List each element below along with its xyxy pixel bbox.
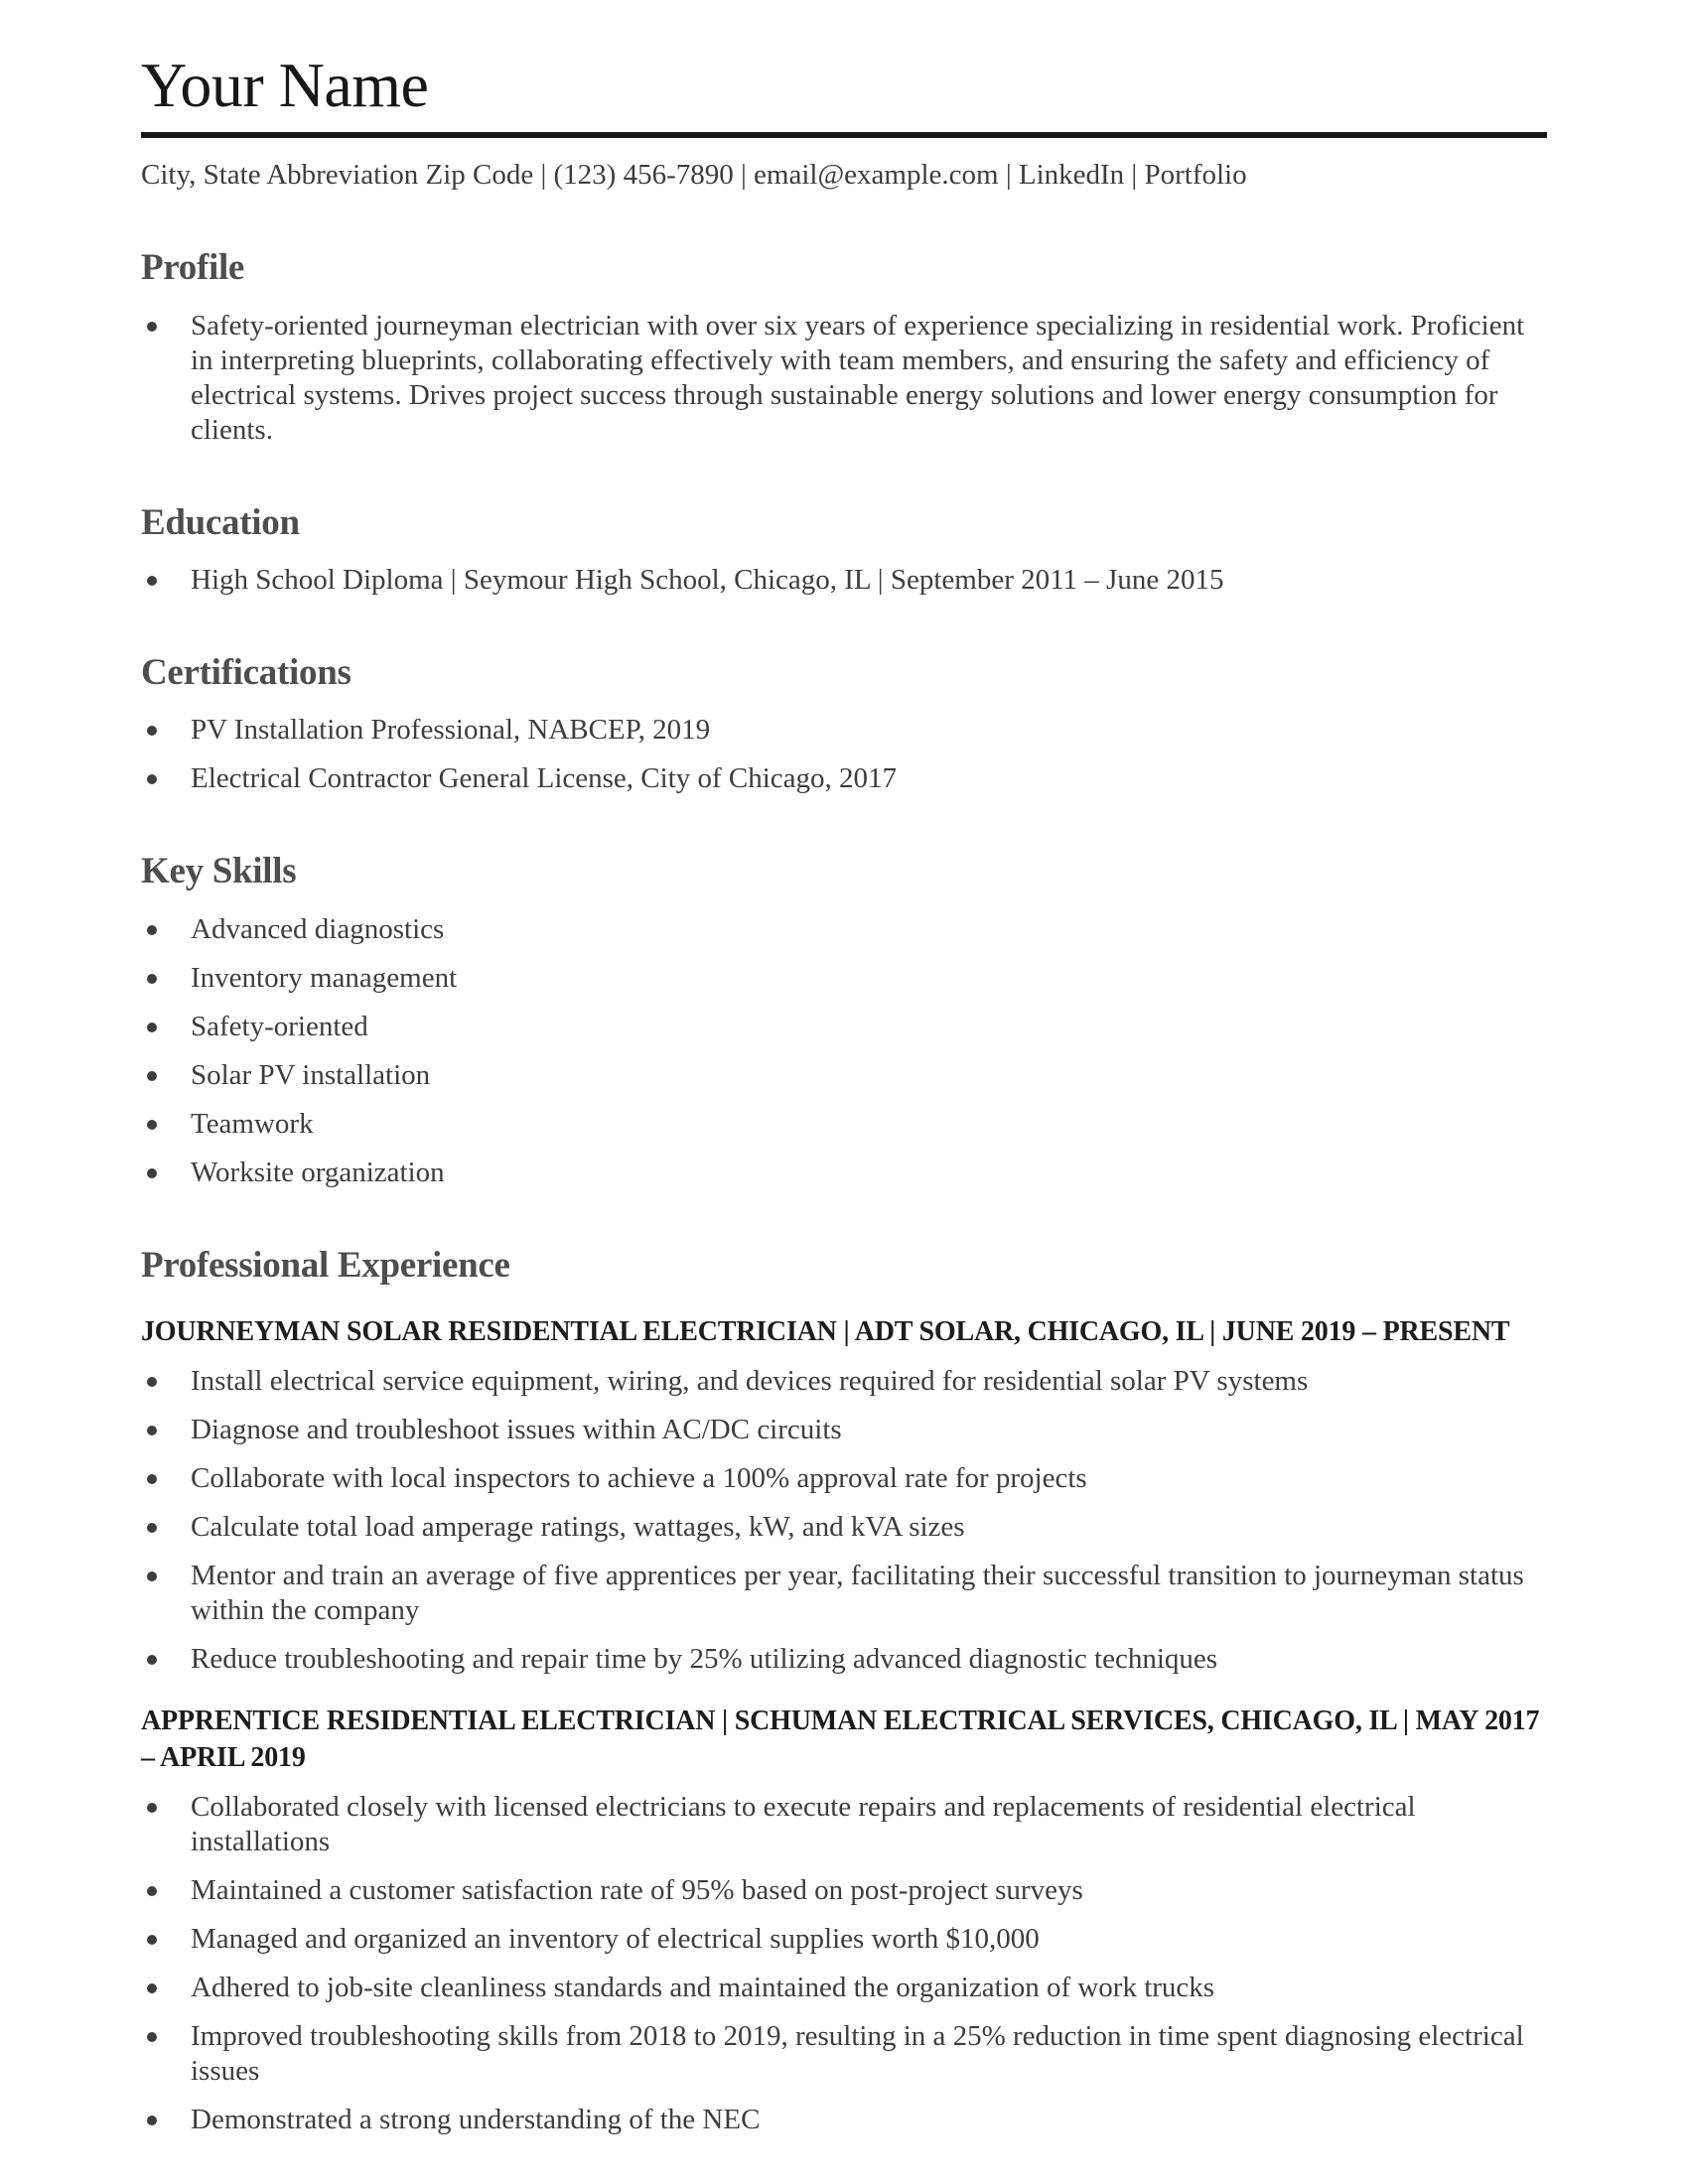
section-education [141,501,1547,598]
list-item [141,2103,1547,2137]
list-item-text: Managed and organized an inventory of electrical supplies worth $10,000 [191,1923,1040,1956]
section-profile [141,246,1547,447]
list-item-text: Safety-oriented journeyman electrician with over six years of experience specializing in residential work. Proficient in interpreting blueprints, collaborating effectively with team members, and ensuring the safety and efficiency of electrical systems. Drives project success through sustainable energy solutions and lower energy consumption for clients. [191,309,1525,446]
section-experience [141,1244,1547,2137]
list-item [141,1461,1547,1496]
list-item-text: PV Installation Professional, NABCEP, 2019 [191,714,711,747]
list-item [141,309,1547,448]
section-title-profile: Profile [141,247,245,289]
list-item [141,1873,1547,1908]
list-item [141,1107,1547,1142]
profile-bullet-list [141,309,1547,448]
section-title-key-skills: Key Skills [141,851,297,892]
list-item-text: Teamwork [191,1107,314,1140]
list-item [141,961,1547,996]
job-entry-journeyman [141,1313,1547,1677]
list-item-text: Adhered to job-site cleanliness standards and maintained the organization of work trucks [191,1972,1215,2004]
section-key-skills [141,850,1547,1189]
list-item [141,1559,1547,1628]
list-item-text: Inventory management [191,961,458,994]
job-bullet-list [141,1364,1547,1677]
list-item [141,1510,1547,1545]
list-item-text: High School Diploma | Seymour High School, Chicago, IL | September 2011 – June 2015 [191,563,1224,596]
list-item [141,761,1547,796]
list-item [141,1790,1547,1859]
list-item [141,1922,1547,1957]
list-item-text: Install electrical service equipment, wiring, and devices required for residential solar PV systems [191,1365,1309,1398]
certifications-bullet-list [141,713,1547,796]
list-item [141,2019,1547,2089]
list-item [141,1642,1547,1677]
list-item-text: Maintained a customer satisfaction rate of 95% based on post-project surveys [191,1874,1083,1907]
list-item [141,1058,1547,1093]
job-heading: JOURNEYMAN SOLAR RESIDENTIAL ELECTRICIAN | ADT SOLAR, CHICAGO, IL | JUNE 2019 – PRESENT [141,1316,1510,1348]
list-item-text: Reduce troubleshooting and repair time by 25% utilizing advanced diagnostic techniques [191,1643,1218,1676]
list-item-text: Worksite organization [191,1156,445,1188]
list-item [141,1364,1547,1399]
list-item [141,1413,1547,1447]
page-title: Your Name [141,50,429,120]
list-item-text: Solar PV installation [191,1058,431,1091]
list-item-text: Advanced diagnostics [191,912,445,945]
header-divider [141,132,1547,138]
list-item [141,563,1547,598]
list-item [141,1156,1547,1190]
list-item-text: Diagnose and troubleshoot issues within AC/DC circuits [191,1414,842,1446]
section-title-experience: Professional Experience [141,1244,510,1286]
list-item-text: Safety-oriented [191,1010,368,1042]
list-item [141,713,1547,748]
list-item-text: Improved troubleshooting skills from 2018 to 2019, resulting in a 25% reduction in time spent diagnosing electrical issues [191,2020,1524,2088]
job-heading: APPRENTICE RESIDENTIAL ELECTRICIAN | SCHUMAN ELECTRICAL SERVICES, CHICAGO, IL | MAY 2017 – APRIL 2019 [141,1706,1540,1774]
list-item [141,1010,1547,1044]
list-item [141,1971,1547,2005]
section-title-certifications: Certifications [141,651,352,693]
list-item [141,912,1547,947]
list-item-text: Electrical Contractor General License, City of Chicago, 2017 [191,762,898,795]
section-title-education: Education [141,501,300,543]
list-item-text: Mentor and train an average of five apprentices per year, facilitating their successful transition to journeyman status within the company [191,1560,1524,1627]
key-skills-bullet-list [141,912,1547,1190]
list-item-text: Collaborate with local inspectors to achieve a 100% approval rate for projects [191,1462,1087,1495]
list-item-text: Collaborated closely with licensed electricians to execute repairs and replacements of residential electrical installations [191,1791,1416,1858]
list-item-text: Calculate total load amperage ratings, wattages, kW, and kVA sizes [191,1511,965,1544]
list-item-text: Demonstrated a strong understanding of the NEC [191,2104,761,2136]
education-bullet-list [141,563,1547,598]
job-entry-apprentice [141,1703,1547,2137]
job-bullet-list [141,1790,1547,2137]
contact-line: City, State Abbreviation Zip Code | (123) 456-7890 | email@example.com | LinkedIn | Portfolio [141,159,1247,192]
section-certifications [141,651,1547,796]
